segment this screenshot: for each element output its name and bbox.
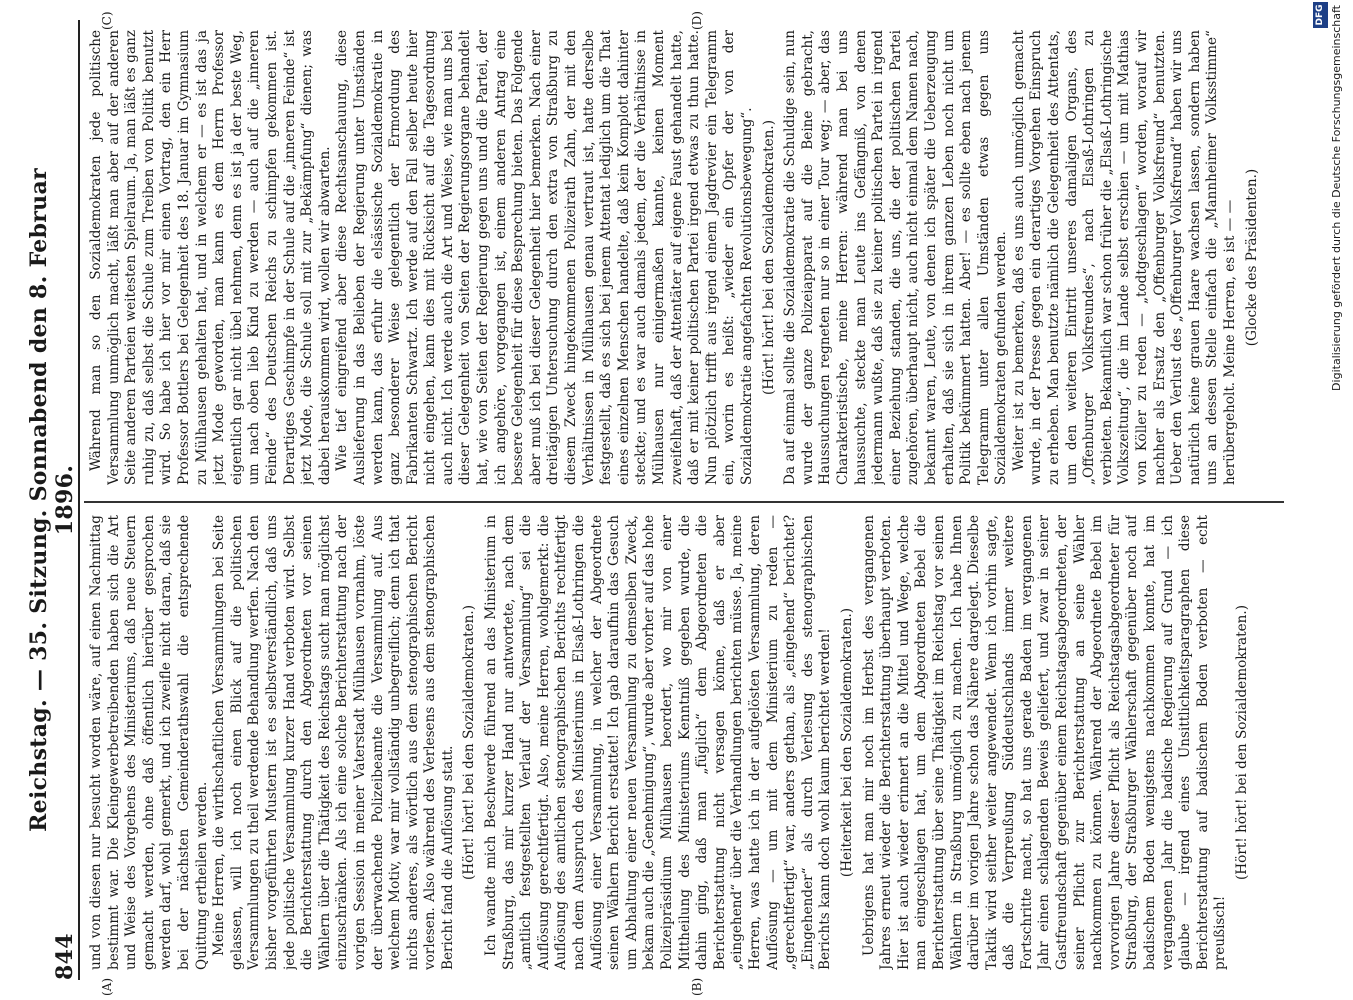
interjection: (Hört! hört! bei den Sozialdemokraten.) [461,605,478,881]
interjection: (Heiterkeit bei den Sozialdemokraten.) [838,607,855,878]
column-divider [84,501,1284,503]
margin-marker-d: (D) [690,11,704,30]
interjection: (Hört! hört! bei den Sozialdemokraten.) [760,120,777,396]
digitization-credit: Digitalisierung gefördert durch die Deutsche Forschungsgemeinschaft [1330,5,1343,391]
left-column [88,515,1268,970]
paragraph: Ich wandte mich Beschwerde führend an das Ministerium in Straßburg, das mir kurzer Hand nur antwortete, nach dem „amtlich festgestellten Verlauf der Versammlung“ sei die Auflösung gerechtfertigt. Also, meine Herren, wohlgemerkt: die Auflösung des amtlichen stenographischen Berichts rechtfertigt nach dem Ausspruch des Ministeriums in Elsaß-Lothringen die Auflösung einer Versammlung, in welcher der Abgeordnete seinen Wählern Bericht erstattet! Ich gab daraufhin das Gesuch um Abhaltung einer neuen Versammlung zu demselben Zweck, bekam auch die „Genehmigung“, wurde aber vorher auf das hohe Polizeipräsidium Mülhausen beordert, wo mir von einer Mittheilung des Ministeriums Kenntniß gegeben wurde, die dahin ging, daß man „füglich“ dem Abgeordneten die Berichterstattung nicht versagen könne, daß er aber „eingehend“ über die Verhandlungen berichten müsse. Ja, meine Herren, was hatte ich in der aufgelösten Versammlung, deren Auflösung — um mit dem Ministerium zu reden — „gerechtfertigt“ war, anders gethan, als „eingehend“ berichtet? „Eingehender“ als durch Verlesung des stenographischen Berichts kann doch wohl kaum berichtet werden! [483,515,834,970]
page-header [26,20,80,980]
paragraph: Da auf einmal sollte die Sozialdemokratie die Schuldige sein, nun wurde der ganze Polizeiapparat auf die Beine gebracht, Haussuchungen regneten nur so in einer Tour weg; — aber, das Charakteristische, meine Herren: während man bei uns haussuchte, steckte man Leute ins Gefängniß, von denen jedermann wußte, daß sie zu keiner politischen Partei in irgend einer Beziehung standen, die uns, die der politischen Partei zugehören, überhaupt nicht, auch nicht einmal dem Namen nach, bekannt waren, Leute, von denen ich später die Ueberzeugung erhalten, daß sie sich in ihrem ganzen Leben noch nicht um Politik bekümmert hatten. Aber! — es sollte eben nach jenem Telegramm unter allen Umständen etwas gegen uns Sozialdemokraten gefunden werden. [782,30,1010,485]
paragraph: Meine Herren, die wirthschaftlichen Versammlungen bei Seite gelassen, will ich noch einen Blick auf die politischen Versammlungen zu theil werdende Behandlung werfen. Nach den bisher vorgeführten Mustern ist es selbstverständlich, daß uns jede politische Versammlung kurzer Hand verboten wird. Selbst die Berichterstattung durch den Abgeordneten vor seinen Wählern über die Thätigkeit des Reichstags sucht man möglichst einzuschränken. Als ich eine solche Berichterstattung nach der vorigen Session in meiner Vaterstadt Mülhausen vornahm, löste der überwachende Polizeibeamte die Versammlung auf. Aus welchem Motiv, war mir vollständig unbegreiflich; denn ich that nichts anderes, als wörtlich aus dem stenographischen Bericht vorlesen. Also während des Verlesens aus dem stenographischen Bericht fand die Auflösung statt. [211,515,456,970]
paragraph: Uebrigens hat man mir noch im Herbst des vergangenen Jahres erneut wieder die Berichterstattung überhaupt verboten. Hier ist auch wieder erinnert an die Mittel und Wege, welche man eingeschlagen hat, um dem Abgeordneten Bebel die Berichterstattung über seine Thätigkeit im Reichstag vor seinen Wählern in Straßburg unmöglich zu machen. Ich habe Ihnen darüber im vorigen Jahre schon das Nähere dargelegt. Dieselbe Taktik wird seither weiter angewendet. Wenn ich vorhin sagte, daß die Verpreußung Süddeutschlands immer weitere Fortschritte macht, so hat uns gerade Baden im vergangenen Jahr einen schlagenden Beweis geliefert, und zwar in seiner Gastfreundschaft gegenüber einem Reichstagsabgeordneten, der seiner Pflicht zur Berichterstattung an seine Wähler nachkommen zu können. Während der Abgeordnete Bebel im vorvorigen Jahre dieser Pflicht als Reichstagsabgeordneter für Straßburg, der Straßburger Wählerschaft gegenüber noch auf badischem Boden wenigstens nachkommen konnte, hat im vergangenen Jahr die badische Regierung auf Grund — ich glaube — irgend eines Unsittlichkeitsparagraphen diese Berichterstattung auf badischem Boden verboten — echt preußisch! [860,515,1229,970]
margin-marker-c: (C) [100,11,114,30]
interjection: (Glocke des Präsidenten.) [1243,168,1260,347]
margin-marker-a: (A) [100,977,114,996]
margin-marker-b: (B) [690,977,704,996]
page-number: 844 [52,933,78,980]
paragraph: und von diesen nur besucht worden wäre, auf einen Nachmittag bestimmt war. Die Kleingewerbetreibenden haben sich die Art und Weise des Vorgehens des Ministeriums, daß neue Steuern gemacht werden, ohne daß öffentlich hierüber gesprochen werden darf, wohl gemerkt, und ich zweifle nicht daran, daß sie bei der nächsten Gemeinderathswahl die entsprechende Quittung ertheilen werden. [88,515,210,970]
paragraph: Während man so den Sozialdemokraten jede politische Versammlung unmöglich macht, läßt man aber auf der anderen Seite anderen Parteien weitesten Spielraum. Ja, man läßt es ganz ruhig zu, daß selbst die Schule zum Treiben von Politik benutzt wird. So habe ich hier vor mir einen Vortrag, den ein Herr Professor Bottlers bei Gelegenheit des 18. Januar im Gymnasium zu Mülhausen gehalten hat, und in welchem er — es ist das ja jetzt Mode geworden, man kann es dem Herrn Professor eigentlich gar nicht übel nehmen, denn es ist ja der beste Weg, um nach oben lieb Kind zu werden — auch auf die „inneren Feinde“ des Deutschen Reichs zu schimpfen gekommen ist. Derartiges Geschimpfe in der Schule auf die „inneren Feinde“ ist jetzt Mode, die Schule soll mit zur „Bekämpfung“ dienen; was dabei herauskommen wird, wollen wir abwarten. [88,30,333,485]
page-title: Reichstag. — 35. Sitzung. Sonnabend den 8. Februar 1896. [26,168,78,832]
interjection: (Hört! hört! bei den Sozialdemokraten.) [1234,605,1250,881]
paragraph: Wie tief eingreifend aber diese Rechtsanschauung, diese Auslieferung in das Belieben der Regierung unter Umständen werden kann, das erfuhr die elsässische Sozialdemokratie in ganz besonderer Weise gelegentlich der Ermordung des Fabrikanten Schwartz. Ich werde auf den Fall selber heute hier nicht eingehen, kann dies mit Rücksicht auf die Tagesordnung auch nicht. Ich werde auch die Art und Weise, wie man uns bei dieser Gelegenheit von Seiten der Regierungsorgane behandelt hat, wie von Seiten der Regierung gegen uns und die Partei, der ich angehöre, vorgegangen ist, einem anderen Antrag eine bessere Gelegenheit für diese Besprechung bieten. Das Folgende aber muß ich bei dieser Gelegenheit hier bemerken. Nach einer dreitägigen Untersuchung durch den extra von Straßburg zu diesem Zweck hingekommenen Polizeirath Zahn, der mit den Verhältnissen in Mülhausen genau vertraut ist, hatte derselbe festgestellt, daß es sich bei jenem Attentat lediglich um die That eines einzelnen Menschen handelte, daß kein Komplott dahinter steckte; und es war auch damals jedem, der die Verhältnisse in Mülhausen nur einigermaßen kannte, keinen Moment zweifelhaft, daß der Attentäter auf eigene Faust gehandelt hatte, daß er mit keiner politischen Partei irgend etwas zu thun hatte. Nun plötzlich trifft aus irgend einem Jagdrevier ein Telegramm ein, worin es heißt: „wieder ein Opfer der von der Sozialdemokratie angefachten Revolutionsbewegung“. [334,30,755,485]
right-column [88,30,1268,485]
paragraph: Weiter ist zu bemerken, daß es uns auch unmöglich gemacht wurde, in der Presse gegen ein derartiges Vorgehen Einspruch zu erheben. Man benutzte nämlich die Gelegenheit des Attentats, um den weiteren Eintritt unseres damaligen Organs, des „Offenburger Volksfreundes“, nach Elsaß-Lothringen zu verbieten. Bekanntlich war schon früher die „Elsaß-Lothringische Volkszeitung“, die im Lande selbst erschien — um mit Mathias von Köller zu reden — „todtgeschlagen“ worden, worauf wir nachher als Ersatz den „Offenburger Volksfreund“ benutzten. Ueber den Verlust des „Offenburger Volksfreund“ haben wir uns natürlich keine grauen Haare wachsen lassen, sondern haben uns an dessen Stelle einfach die „Mannheimer Volksstimme“ herübergeholt. Meine Herren, es ist — — [1010,30,1238,485]
dfg-logo: DFG [1313,2,1328,28]
